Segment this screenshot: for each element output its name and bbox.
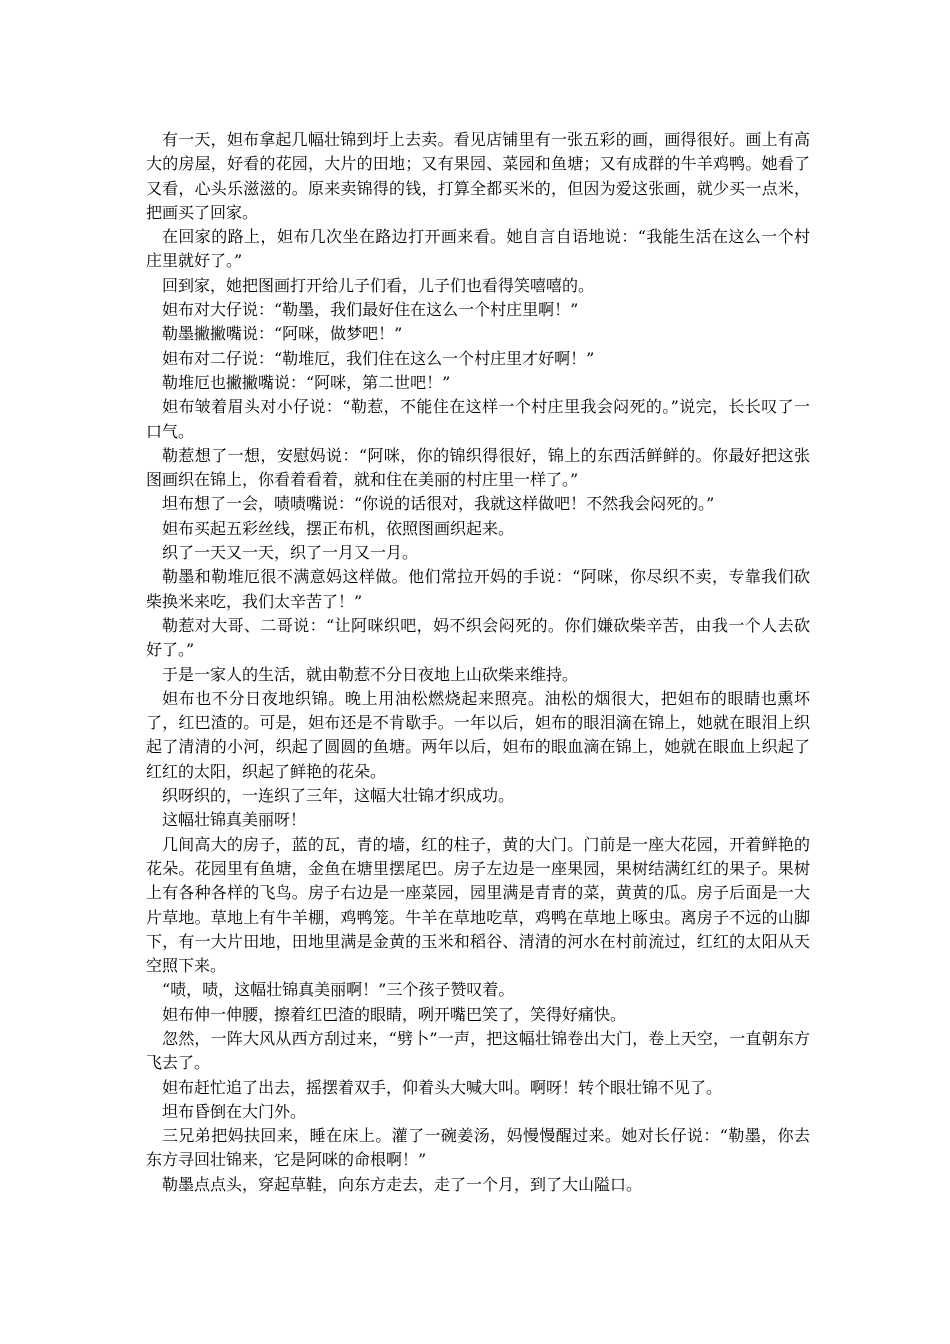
- paragraph: 勒墨撇撇嘴说：“阿咪，做梦吧！”: [162, 324, 403, 344]
- document-body: [146, 128, 810, 1197]
- paragraph: 妲布对大仔说：“勒墨，我们最好住在这么一个村庄里啊！”: [162, 300, 579, 320]
- paragraph: 织了一天又一天，织了一月又一月。: [162, 543, 419, 563]
- paragraph: 妲布伸一伸腰，擦着红巴渣的眼睛，咧开嘴巴笑了，笑得好痛快。: [162, 1004, 627, 1024]
- paragraph: 妲布赶忙追了出去，摇摆着双手，仰着头大喊大叫。啊呀！转个眼壮锦不见了。: [162, 1077, 723, 1097]
- paragraph: 勒惹想了一想，安慰妈说：“阿咪，你的锦织得很好，锦上的东西活鲜鲜的。你最好把这张图画织在锦上，你看着看着，就和住在美丽的村庄里一样了。”: [146, 445, 810, 490]
- paragraph: 妲布也不分日夜地织锦。晚上用油松燃烧起来照亮。油松的烟很大，把妲布的眼睛也熏坏了，红巴渣的。可是，妲布还是不肯歇手。一年以后，妲布的眼泪滴在锦上，她就在眼泪上织起了清清的小河，织起了圆圆的鱼塘。两年以后，妲布的眼血滴在锦上，她就在眼血上织起了红红的太阳，织起了鲜艳的花朵。: [146, 688, 810, 781]
- paragraph: 忽然，一阵大风从西方刮过来，“劈卜”一声，把这幅壮锦卷出大门，卷上天空，一直朝东方飞去了。: [146, 1028, 810, 1073]
- paragraph: 于是一家人的生活，就由勒惹不分日夜地上山砍柴来维持。: [162, 664, 579, 684]
- paragraph: 有一天，妲布拿起几幅壮锦到圩上去卖。看见店铺里有一张五彩的画，画得很好。画上有高大的房屋，好看的花园，大片的田地；又有果园、菜园和鱼塘；又有成群的牛羊鸡鸭。她看了又看，心头乐滋滋的。原来卖锦得的钱，打算全都买米的，但因为爱这张画，就少买一点米，把画买了回家。: [146, 130, 810, 222]
- paragraph: 三兄弟把妈扶回来，睡在床上。灌了一碗姜汤，妈慢慢醒过来。她对长仔说：“勒墨，你去东方寻回壮锦来，它是阿咪的命根啊！”: [146, 1126, 810, 1170]
- paragraph: 回到家，她把图画打开给儿子们看，儿子们也看得笑嘻嘻的。: [162, 275, 595, 295]
- paragraph: 几间高大的房子，蓝的瓦，青的墙，红的柱子，黄的大门。门前是一座大花园，开着鲜艳的花朵。花园里有鱼塘，金鱼在塘里摆尾巴。房子左边是一座果园，果树结满红红的果子。果树上有各种各样的飞鸟。房子右边是一座菜园，园里满是青青的菜，黄黄的瓜。房子后面是一大片草地。草地上有牛羊棚，鸡鸭笼。牛羊在草地吃草，鸡鸭在草地上啄虫。离房子不远的山脚下，有一大片田地，田地里满是金黄的玉米和稻谷、清清的河水在村前流过，红红的太阳从天空照下来。: [146, 834, 810, 976]
- paragraph: 勒墨点点头，穿起草鞋，向东方走去，走了一个月，到了大山隘口。: [162, 1174, 643, 1194]
- paragraph: 在回家的路上，妲布几次坐在路边打开画来看。她自言自语地说：“我能生活在这么一个村庄里就好了。”: [146, 227, 810, 271]
- paragraph: 妲布对二仔说：“勒堆厄，我们住在这么一个村庄里才好啊！”: [162, 348, 595, 368]
- paragraph: 妲布买起五彩丝线，摆正布机，依照图画织起来。: [162, 518, 515, 538]
- paragraph: 勒墨和勒堆厄很不满意妈这样做。他们常拉开妈的手说：“阿咪，你尽织不卖，专靠我们砍柴换米来吃，我们太辛苦了！”: [146, 567, 810, 611]
- paragraph: 坦布想了一会，啧啧嘴说：“你说的话很对，我就这样做吧！不然我会闷死的。”: [162, 494, 715, 514]
- paragraph: “啧，啧，这幅壮锦真美丽啊！”三个孩子赞叹着。: [162, 980, 515, 1000]
- paragraph: 勒堆厄也撇撇嘴说：“阿咪，第二世吧！”: [162, 372, 451, 392]
- paragraph: 妲布皱着眉头对小仔说：“勒惹，不能住在这样一个村庄里我会闷死的。”说完，长长叹了一口气。: [146, 397, 810, 441]
- paragraph: 坦布昏倒在大门外。: [162, 1101, 307, 1121]
- paragraph: 织呀织的，一连织了三年，这幅大壮锦才织成功。: [162, 786, 515, 806]
- paragraph: 勒惹对大哥、二哥说：“让阿咪织吧，妈不织会闷死的。你们嫌砍柴辛苦，由我一个人去砍好了。”: [146, 615, 810, 660]
- paragraph: 这幅壮锦真美丽呀！: [162, 810, 307, 830]
